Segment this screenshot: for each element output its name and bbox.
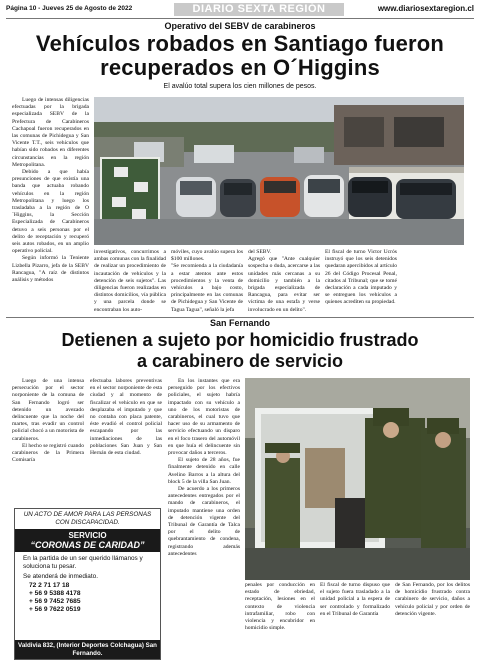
article2-col4: penales por conducción en estado de ebriedad, receptación, lesiones en el contexto de violencia intrafamiliar, robo con violencia y encubridor en homicidio simple. — [245, 582, 315, 632]
article1-headline-line1: Vehículos robados en Santiago fueron — [35, 31, 445, 56]
article2-paragraph: El hecho se registró cuando carabineros de la Primera Comisaría — [12, 442, 84, 464]
ad-service-name: “CORONAS DE CARIDAD” — [30, 540, 145, 550]
article2-paragraph: De acuerdo a los primeros antecedentes entregados por el mando de carabineros, el imputado mantiene una orden de detención vigente del Tribunal de Garantía de Talca por el delito de quebrantamiento de condena, registrando además antecedentes — [168, 486, 240, 557]
article1-headline-line2: recuperados en O´Higgins — [100, 55, 380, 80]
recovered-vehicles-photo — [94, 97, 464, 245]
ad-phone[interactable]: + 56 9 7622 0519 — [29, 606, 81, 613]
article2-col2: efectuaba labores preventivas en el sector norponiente de esta ciudad y al momento de fiscalizar el vehículo en que se desplazaba el imputado y que no contaba con placa patente, éste evadió el control policial escapando por las inmediaciones de las poblaciones San Juan y San Hernán de esta ciudad. — [90, 378, 162, 457]
ad-phones — [15, 582, 160, 614]
ad-line2: Se atenderá de inmediato. — [23, 573, 98, 580]
article2-paragraph: Luego de una intensa persecución por el sector norponiente de la comuna de San Fernando logró ser detenido un avezado delincuente que la noche del martes, tras evadir un control policial chocó a un motorista de carabineros. — [12, 378, 84, 442]
arrest-photo — [245, 378, 470, 580]
article1-col5: El fiscal de turno Victor Ucrós instruyó que los seis detenidos quedaran apercibidos al artículo 26 del Código Procesal Penal, citados al Tribunal; que se tomé declaración a cada imputado y se entreguen los vehículos a quienes acrediten su propiedad. — [325, 249, 397, 306]
ad-phone[interactable]: + 56 9 7452 7685 — [29, 598, 81, 605]
website-link[interactable]: www.diariosextaregion.cl — [377, 4, 474, 13]
ad-phone[interactable]: + 56 9 5388 4178 — [29, 590, 81, 597]
header-rule — [6, 18, 474, 19]
article1-col4: del SEBV. Agregó que "Ante cualquier sospecha o duda, acercarse a las unidades más cercanas a su domicilio y también a la brigada especializada de Rancagua, para evitar ser víctima de una estafa y verse involucrado en un delito". — [248, 249, 320, 313]
article1-col2: investigativos, concurrimos a ambas comunas con la finalidad de realizar un procedimiento de incautación de vehículos y la detención de seis sujetos". Las diligencias fueron realizadas en distintos domicilios, vía pública y una parcela donde se encontraban los auto- — [94, 249, 166, 313]
page-info: Página 10 - Jueves 25 de Agosto de 2022 — [6, 5, 133, 12]
article2-headline-line1: Detienen a sujeto por homicidio frustrado — [61, 330, 419, 350]
article1-paragraph: Debido a que había presunciones de que existía una banda que actuaba robando vehículos en la región Metropolitana y luego los trasladaba a la región de O´Higgins, la Sección Especializada de Carabineros detuvo a seis personas por el delito de receptación y recuperó seis autos robados, en un amplio operativo policial. — [12, 169, 89, 255]
ad-line1: En la partida de un ser querido llámanos y soluciona tu pesar. — [23, 555, 143, 570]
article1-paragraph: Según informó la Teniente Lizbella Pizarro, jefa de la SEBV Rancagua, "A raíz de distintos análisis y métodos — [12, 255, 89, 284]
article1-subhead: El avalúo total supera los cien millones de pesos. — [163, 83, 317, 90]
article2-col1 — [12, 378, 84, 464]
article2-headline-line2: a carabinero de servicio — [136, 351, 344, 371]
ad-address: Valdivia 832, (Interior Deportes Colchagua) San Fernando. — [15, 640, 160, 659]
article2-paragraph: El sujeto de 28 años, fue finalmente detenido en calle Avelino Barros a la altura del block 5 de la villa San Juan. — [168, 457, 240, 485]
article2-col6: de San Fernando, por los delitos de homicidio frustrado contra carabinero de servicio, daños a vehículo policial y por orden de detención vigente. — [395, 582, 470, 617]
article1-paragraph: Luego de intensas diligencias efectuadas por la brigada especializada SEBV de la Prefectura de Carabineros Cachapoal fueron recuperados en las comunas de Pichidegua y San Vicente T.T., seis vehículos que habían sido robados en diferentes circunstancias en la región Metropolitana. — [12, 97, 89, 168]
ad-title-bar — [15, 529, 160, 552]
masthead: DIARIO SEXTA REGIÓN — [174, 3, 344, 16]
coronas-de-caridad-ad — [14, 508, 161, 660]
article2-col5: El fiscal de turno dispuso que el sujeto fuera trasladado a la unidad policial a la espera de ser controlado y formalizado en el Tribunal de Garantía — [320, 582, 390, 617]
article2-paragraph: En los instantes que era perseguido por los efectivos policiales, el sujeto habría impactado con su vehículo a uno de los motoristas de carabineros, el cual tuvo que hacer uso de su armamento de servicio efectuando un disparo en el foco trasero del automóvil en que huía el delincuente sin provocar daños a terceros. — [168, 378, 240, 457]
article2-col3 — [168, 378, 240, 558]
article1-col1 — [12, 97, 89, 284]
ad-phone[interactable]: 72 2 71 17 18 — [29, 582, 70, 589]
article1-col3: móviles, cuyo avalúo supera los $100 millones. "Se recomienda a la ciudadanía a estar atentos ante estos procedimientos y la venta de vehículos a bajo costo, principalmente en las comunas de Pichidegua y San Vicente de Tagua Tagua", señaló la jefa — [171, 249, 243, 313]
article1-kicker: Operativo del SEBV de carabineros — [164, 21, 316, 31]
ad-intro: UN ACTO DE AMOR PARA LAS PERSONAS CON DISCAPACIDAD. — [23, 511, 152, 526]
ad-service-label: SERVICIO — [68, 531, 107, 540]
article2-kicker: San Fernando — [209, 318, 270, 328]
